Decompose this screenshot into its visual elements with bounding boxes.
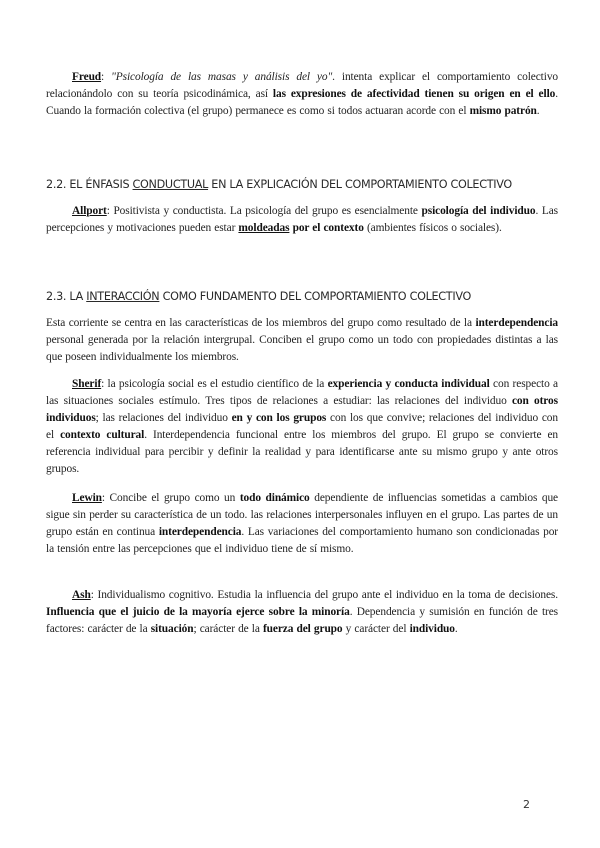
paragraph-lewin: Lewin: Concibe el grupo como un todo dinámico dependiente de influencias sometidas a cambios que sigue sin perder su característica de un todo. las relaciones interpersonales influyen en el grupo. Las partes de un grupo están en continua interdependencia. Las variaciones del comportamiento humano son condicionadas por la tensión entre las percepciones que el individuo tiene de sí mismo. [46,492,559,555]
paragraph-ash: Ash: Individualismo cognitivo. Estudia la influencia del grupo ante el individuo en la toma de decisiones. Influencia que el juicio de la mayoría ejerce sobre la minoría. Dependencia y sumisión en función de tres factores: carácter de la situación; carácter de la fuerza del grupo y carácter del individuo. [46,589,559,635]
paragraph-freud: Freud: "Psicología de las masas y análisis del yo". intenta explicar el comportamiento colectivo relacionándolo con su teoría psicodinámica, así las expresiones de afectividad tienen su origen en el ello. Cuando la formación colectiva (el grupo) permanece es como si todos actuaran acorde con el mismo patrón. [46,71,559,117]
paragraph-allport: Allport: Positivista y conductista. La psicología del grupo es esencialmente psicología del individuo. Las percepciones y motivaciones pueden estar moldeadas por el contexto (ambientes físicos o sociales). [46,205,558,234]
author-lewin: Lewin [72,492,102,504]
section-heading-2-3: 2.3. LA INTERACCIÓN COMO FUNDAMENTO DEL COMPORTAMIENTO COLECTIVO [46,290,471,303]
work-title: "Psicología de las masas y análisis del yo" [111,71,333,83]
page-number: 2 [523,798,530,811]
author-freud: Freud [72,71,102,83]
paragraph-interaccion-intro: Esta corriente se centra en las características de los miembros del grupo como resultado de la interdependencia personal generada por la relación intergrupal. Conciben el grupo como un todo con propiedades distintas a las que poseen individualmente los miembros. [46,317,558,363]
author-sherif: Sherif [72,378,102,390]
section-heading-2-2: 2.2. EL ÉNFASIS CONDUCTUAL EN LA EXPLICACIÓN DEL COMPORTAMIENTO COLECTIVO [46,178,512,191]
author-allport: Allport [72,205,107,217]
paragraph-sherif: Sherif: la psicología social es el estudio científico de la experiencia y conducta individual con respecto a las situaciones sociales estímulo. Tres tipos de relaciones a estudiar: las relaciones del individuo con otros individuos; las relaciones del individuo en y con los grupos con los que convive; relaciones del individuo con el contexto cultural. Interdependencia funcional entre los miembros del grupo. El grupo se convierte en referencia individual para percibir y definir la realidad y para identificarse ante su mismo grupo y ante otros grupos. [46,378,559,475]
author-ash: Ash [72,589,91,601]
